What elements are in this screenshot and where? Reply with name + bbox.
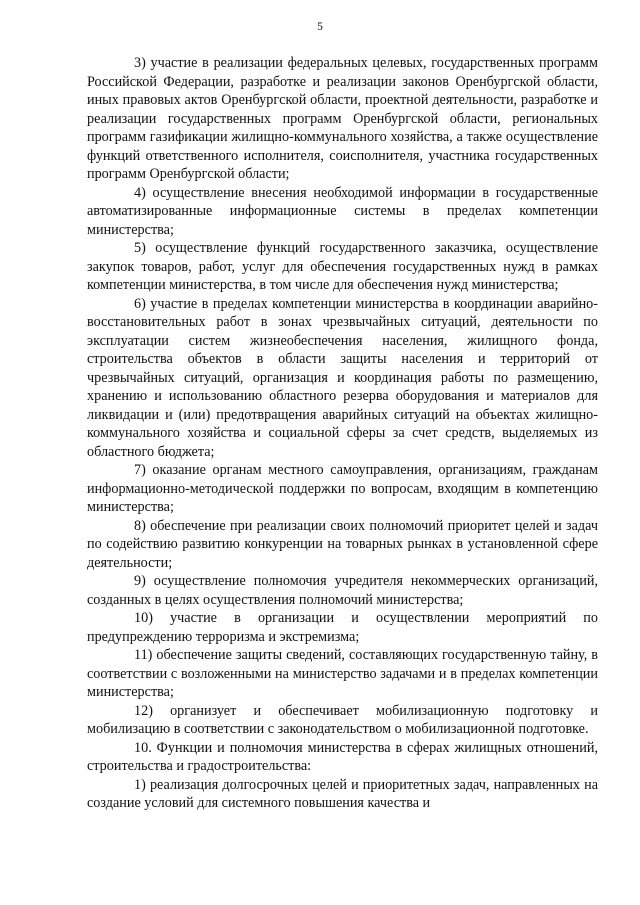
paragraph-item-5: 5) осуществление функций государственного заказчика, осуществление закупок товаров, работ, услуг для обеспечения государственных нужд в рамках компетенции министерства, в том числе для обеспечения нужд министерства; [87, 240, 598, 293]
paragraph-item-9: 9) осуществление полномочия учредителя некоммерческих организаций, созданных в целях осуществления полномочий министерства; [87, 573, 598, 608]
paragraph-item-8: 8) обеспечение при реализации своих полномочий приоритет целей и задач по содействию развитию конкуренции на товарных рынках в установленной сфере деятельности; [87, 517, 598, 571]
paragraph-item-11: 11) обеспечение защиты сведений, составляющих государственную тайну, в соответствии с возложенными на министерство задачами и в пределах компетенции министерства; [87, 647, 598, 700]
paragraph-item-12: 12) организует и обеспечивает мобилизационную подготовку и мобилизацию в соответствии с законодательством о мобилизационной подготовке. [87, 702, 598, 737]
section-10-item-1: 1) реализация долгосрочных целей и приоритетных задач, направленных на создание условий для системного повышения качества и [87, 776, 598, 811]
paragraph-item-10: 10) участие в организации и осуществлении мероприятий по предупреждению терроризма и экстремизма; [87, 610, 598, 645]
document-body [87, 54, 598, 813]
paragraph-item-3: 3) участие в реализации федеральных целевых, государственных программ Российской Федерации, разработке и реализации законов Оренбургской области, иных правовых актов Оренбургской области, проектной деятельности, разработке и реализации государственных программ Оренбургской области, региональных программ газификации жилищно-коммунального хозяйства, а также осуществление функций ответственного исполнителя, соисполнителя, участника государственных программ Оренбургской области; [87, 55, 598, 182]
section-10-heading: 10. Функции и полномочия министерства в сферах жилищных отношений, строительства и градостроительства: [87, 739, 598, 774]
paragraph-item-7: 7) оказание органам местного самоуправления, организациям, гражданам информационно-методической поддержки по вопросам, входящим в компетенцию министерства; [87, 462, 598, 515]
paragraph-item-4: 4) осуществление внесения необходимой информации в государственные автоматизированные информационные системы в пределах компетенции министерства; [87, 184, 598, 238]
page-number: 5 [317, 21, 323, 33]
paragraph-item-6: 6) участие в пределах компетенции министерства в координации аварийно-восстановительных работ в зонах чрезвычайных ситуаций, деятельности по эксплуатации систем жизнеобеспечения населения, жилищного фонда, строительства объектов в области защиты населения и территорий от чрезвычайных ситуаций, организация и координация работы по размещению, хранению и использованию областного резерва оборудования и материалов для ликвидации и (или) предотвращения аварийных ситуаций на объектах жилищно-коммунального хозяйства и социальной сферы за счет средств, выделяемых из областного бюджета; [87, 295, 598, 460]
